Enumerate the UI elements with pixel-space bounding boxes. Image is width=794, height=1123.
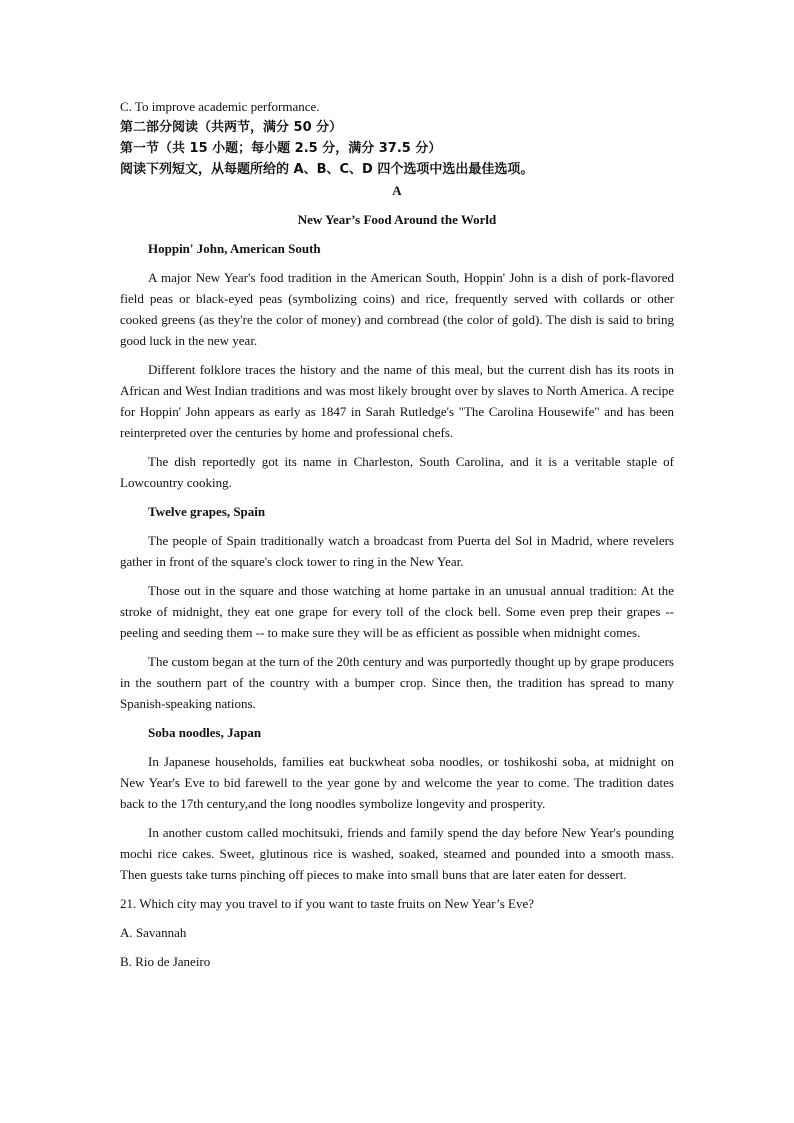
previous-option-c: C. To improve academic performance. — [120, 99, 320, 114]
subsection-title: 第一节（共 15 小题；每小题 2.5 分，满分 37.5 分） — [120, 141, 442, 156]
section-heading: Soba noodles, Japan — [148, 725, 262, 740]
section-hoppin-john — [120, 238, 674, 493]
paragraph: The dish reportedly got its name in Charleston, South Carolina, and it is a veritable staple of Lowcountry cooking. — [120, 454, 674, 490]
paragraph: In Japanese households, families eat buckwheat soba noodles, or toshikoshi soba, at midnight on New Year's Eve to bid farewell to the year gone by and welcome the year to come. The tradition dates back to the 17th century,and the long noodles symbolize longevity and prosperity. — [120, 754, 674, 811]
passage-letter: A — [392, 183, 402, 198]
paragraph: The people of Spain traditionally watch a broadcast from Puerta del Sol in Madrid, where revelers gather in front of the square's clock tower to ring in the New Year. — [120, 533, 674, 569]
instruction: 阅读下列短文，从每题所给的 A、B、C、D 四个选项中选出最佳选项。 — [120, 162, 534, 177]
paragraph: Different folklore traces the history and the name of this meal, but the current dish has its roots in African and West Indian traditions and was most likely brought over by slaves to North America. A recipe for Hoppin' John appears as early as 1847 in Sarah Rutledge's "The Carolina Housewife" and has been reinterpreted over the centuries by home and professional chefs. — [120, 362, 674, 440]
section-twelve-grapes — [120, 501, 674, 714]
section-heading: Twelve grapes, Spain — [148, 504, 266, 519]
option-b: B. Rio de Janeiro — [120, 954, 211, 969]
document-page — [120, 96, 674, 980]
article-title: New Year’s Food Around the World — [297, 212, 497, 227]
paragraph: Those out in the square and those watching at home partake in an unusual annual tradition: At the stroke of midnight, they eat one grape for every toll of the clock bell. Some even prep their grapes -- peeling and seeding them -- to make sure they will be as efficient as possible when midnight comes. — [120, 583, 674, 640]
section-heading: Hoppin' John, American South — [148, 241, 321, 256]
paragraph: A major New Year's food tradition in the American South, Hoppin' John is a dish of pork-flavored field peas or black-eyed peas (symbolizing coins) and rice, frequently served with collards or other cooked greens (as they're the color of money) and cornbread (the color of gold). The dish is said to bring good luck in the new year. — [120, 270, 674, 348]
question-21: 21. Which city may you travel to if you want to taste fruits on New Year’s Eve? — [120, 896, 534, 911]
option-a: A. Savannah — [120, 925, 187, 940]
paragraph: In another custom called mochitsuki, friends and family spend the day before New Year's pounding mochi rice cakes. Sweet, glutinous rice is washed, soaked, steamed and pounded into a smooth mass. Then guests take turns pinching off pieces to make into small buns that are later eaten for dessert. — [120, 825, 674, 882]
section-title: 第二部分阅读（共两节，满分 50 分） — [120, 120, 343, 135]
paragraph: The custom began at the turn of the 20th century and was purportedly thought up by grape producers in the southern part of the country with a bumper crop. Since then, the tradition has spread to many Spanish-speaking nations. — [120, 654, 674, 711]
section-soba-noodles — [120, 722, 674, 885]
